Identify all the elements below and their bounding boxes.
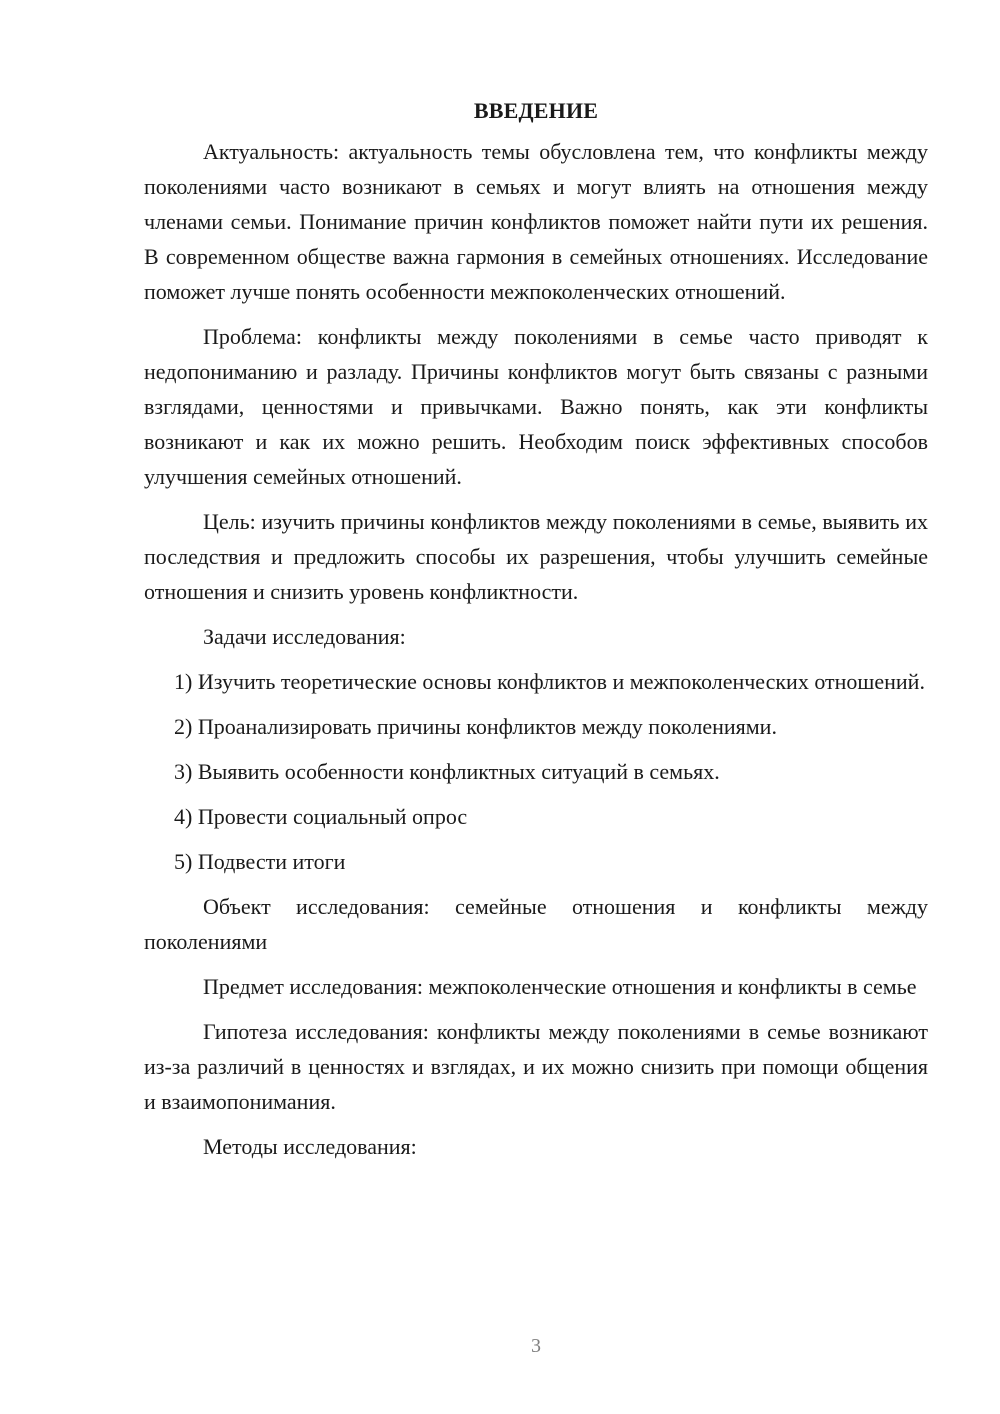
paragraph-object: Объект исследования: семейные отношения и конфликты между поколениями <box>144 894 928 954</box>
task-item-4: 4) Провести социальный опрос <box>174 804 468 829</box>
task-item-1: 1) Изучить теоретические основы конфликтов и межпоколенческих отношений. <box>174 669 925 694</box>
paragraph-problem: Проблема: конфликты между поколениями в семье часто приводят к недопониманию и разладу. Причины конфликтов могут быть связаны с разными взглядами, ценностями и привычками. Важно понять, как эти конфликты возникают и как их можно решить. Необходим поиск эффективных способов улучшения семейных отношений. <box>144 324 928 489</box>
paragraph-relevance: Актуальность: актуальность темы обусловлена тем, что конфликты между поколениями часто возникают в семьях и могут влиять на отношения между членами семьи. Понимание причин конфликтов поможет найти пути их решения. В современном обществе важна гармония в семейных отношениях. Исследование поможет лучше понять особенности межпоколенческих отношений. <box>144 139 928 304</box>
document-title: ВВЕДЕНИЕ <box>473 98 599 123</box>
paragraph-methods: Методы исследования: <box>203 1134 417 1159</box>
task-item-2: 2) Проанализировать причины конфликтов между поколениями. <box>174 714 777 739</box>
tasks-heading: Задачи исследования: <box>203 624 406 649</box>
page-number: 3 <box>531 1335 541 1357</box>
paragraph-goal: Цель: изучить причины конфликтов между поколениями в семье, выявить их последствия и предложить способы их разрешения, чтобы улучшить семейные отношения и снизить уровень конфликтности. <box>144 509 928 604</box>
paragraph-hypothesis: Гипотеза исследования: конфликты между поколениями в семье возникают из-за различий в ценностях и взглядах, и их можно снизить при помощи общения и взаимопонимания. <box>144 1019 928 1114</box>
task-item-5: 5) Подвести итоги <box>174 849 346 874</box>
paragraph-subject: Предмет исследования: межпоколенческие отношения и конфликты в семье <box>203 974 917 999</box>
document-page <box>144 96 928 1174</box>
task-item-3: 3) Выявить особенности конфликтных ситуаций в семьях. <box>174 759 720 784</box>
